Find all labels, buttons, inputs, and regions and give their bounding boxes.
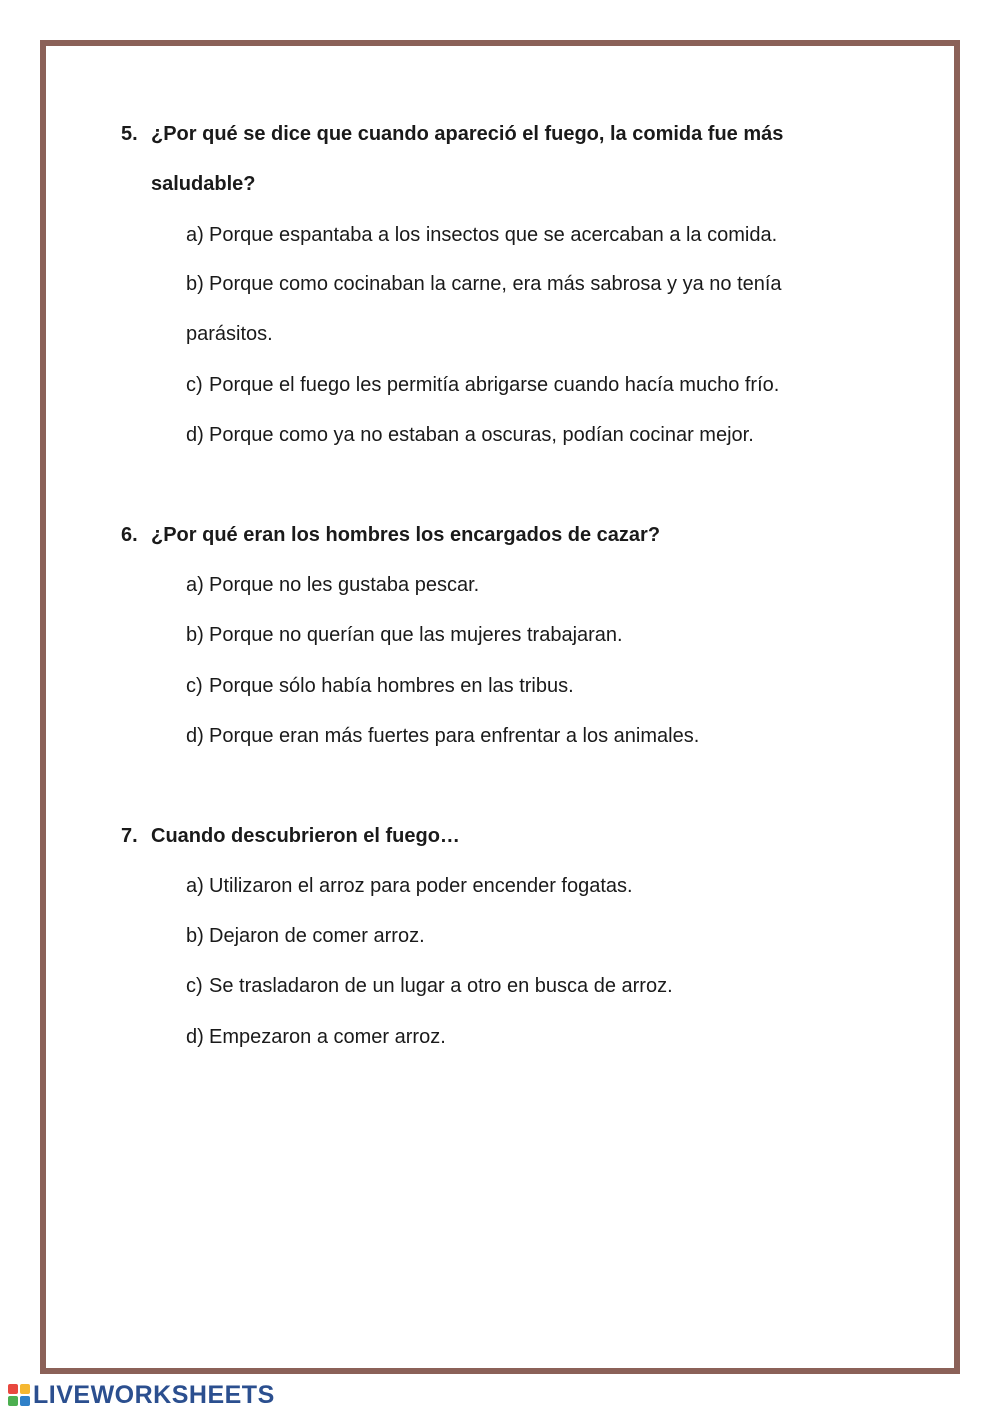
option-text: Porque no les gustaba pescar. (209, 574, 480, 596)
liveworksheets-logo-icon (8, 1384, 30, 1406)
logo-square-4 (20, 1396, 30, 1406)
option-text: Porque como cocinaban la carne, era más sabrosa y ya no tenía parásitos. (186, 273, 782, 345)
option-text: Empezaron a comer arroz. (209, 1026, 446, 1048)
option-letter: d) (186, 1026, 204, 1048)
question-text: Cuando descubrieron el fuego… (151, 825, 460, 847)
option-text: Porque como ya no estaban a oscuras, podían cocinar mejor. (209, 424, 754, 446)
question-text: ¿Por qué eran los hombres los encargados de cazar? (151, 524, 661, 546)
option-letter: a) (186, 224, 204, 246)
option-5d[interactable] (186, 410, 866, 460)
logo-square-2 (20, 1384, 30, 1394)
liveworksheets-brand-text: LIVEWORKSHEETS (33, 1380, 275, 1409)
logo-square-3 (8, 1396, 18, 1406)
question-number: 7. (121, 825, 138, 847)
option-text: Se trasladaron de un lugar a otro en busca de arroz. (209, 975, 673, 997)
option-text: Porque espantaba a los insectos que se acercaban a la comida. (209, 224, 778, 246)
option-letter: b) (186, 925, 204, 947)
option-letter: d) (186, 424, 204, 446)
option-text: Porque el fuego les permitía abrigarse cuando hacía mucho frío. (209, 374, 780, 396)
question-6 (121, 510, 881, 560)
option-text: Dejaron de comer arroz. (209, 925, 425, 947)
option-letter: a) (186, 875, 204, 897)
option-letter: b) (186, 624, 204, 646)
question-5 (121, 109, 881, 209)
question-number: 6. (121, 524, 138, 546)
option-6b[interactable] (186, 610, 866, 660)
question-text: ¿Por qué se dice que cuando apareció el fuego, la comida fue más saludable? (151, 123, 784, 195)
option-6a[interactable] (186, 560, 866, 610)
option-7c[interactable] (186, 961, 866, 1011)
logo-square-1 (8, 1384, 18, 1394)
liveworksheets-logo[interactable] (8, 1380, 275, 1410)
option-text: Utilizaron el arroz para poder encender fogatas. (209, 875, 633, 897)
option-letter: c) (186, 975, 203, 997)
option-letter: c) (186, 374, 203, 396)
question-7 (121, 811, 881, 861)
option-7b[interactable] (186, 911, 866, 961)
option-7a[interactable] (186, 861, 866, 911)
option-6d[interactable] (186, 711, 866, 761)
option-letter: d) (186, 725, 204, 747)
option-text: Porque no querían que las mujeres trabajaran. (209, 624, 623, 646)
option-6c[interactable] (186, 661, 866, 711)
option-letter: c) (186, 675, 203, 697)
option-letter: a) (186, 574, 204, 596)
option-5a[interactable] (186, 210, 866, 260)
option-text: Porque eran más fuertes para enfrentar a los animales. (209, 725, 700, 747)
question-number: 5. (121, 123, 138, 145)
option-7d[interactable] (186, 1012, 866, 1062)
option-5c[interactable] (186, 360, 866, 410)
option-letter: b) (186, 273, 204, 295)
option-5b[interactable] (186, 259, 866, 359)
option-text: Porque sólo había hombres en las tribus. (209, 675, 574, 697)
